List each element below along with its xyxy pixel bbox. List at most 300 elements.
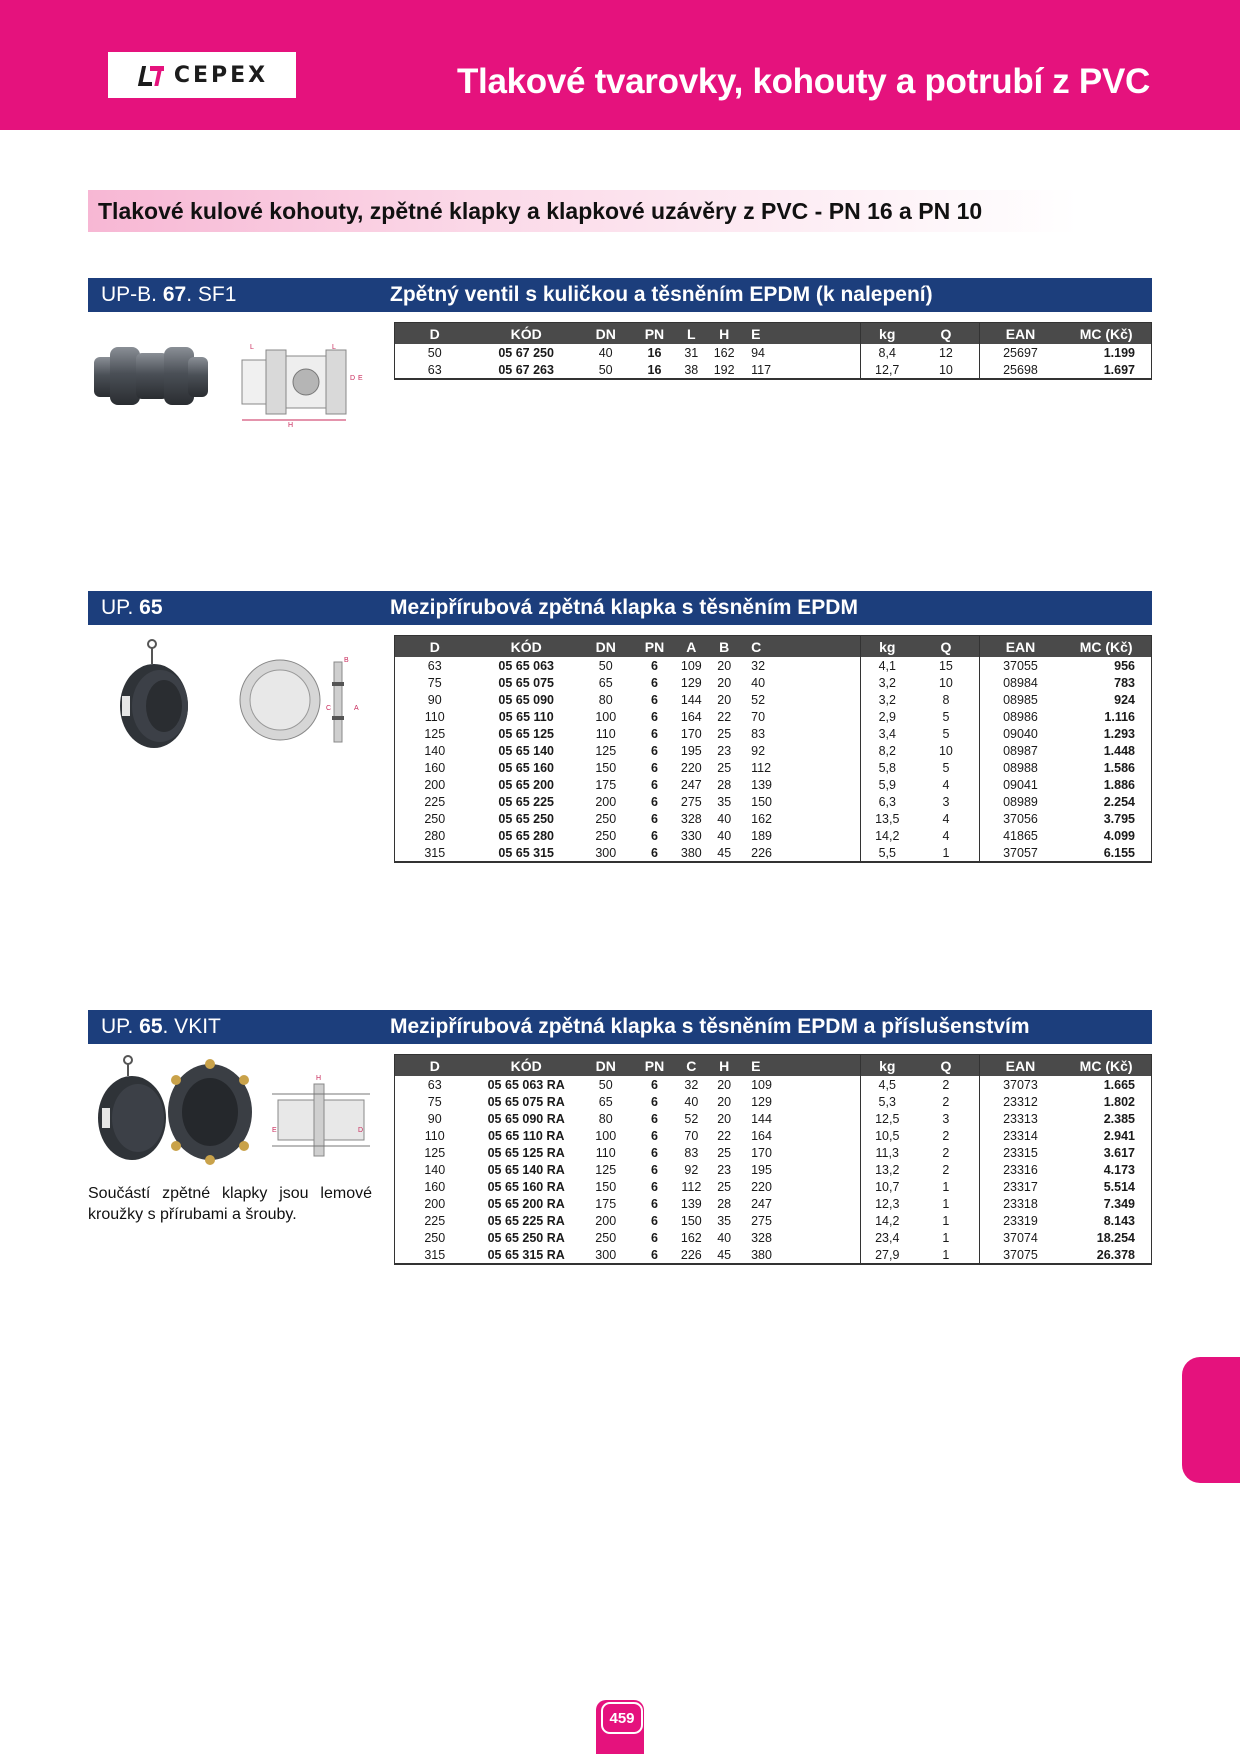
table-cell: 75 [427, 1094, 442, 1109]
table-cell: 1 [942, 1247, 950, 1262]
table-cell: 92 [684, 1162, 699, 1177]
table-cell: 1.448 [1103, 743, 1135, 758]
table-cell: 05 65 125 RA [487, 1145, 565, 1160]
table-cell: 37075 [979, 1246, 1061, 1264]
table-cell: 13,2 [861, 1161, 913, 1178]
table-row [395, 691, 1152, 708]
table-cell: 37073 [979, 1076, 1061, 1093]
table-cell: 12,5 [861, 1110, 913, 1127]
table-cell: 328 [751, 1230, 772, 1245]
table-cell: 5 [942, 709, 950, 724]
column-header: PN [634, 323, 676, 345]
column-header: EAN [979, 1055, 1061, 1077]
table-cell: 22 [717, 1128, 732, 1143]
table-cell: 129 [751, 1094, 772, 1109]
column-header: Q [913, 1055, 979, 1077]
table-cell: 783 [1114, 675, 1135, 690]
table-cell: 90 [427, 1111, 442, 1126]
table-cell: 164 [680, 709, 702, 724]
table-cell: 150 [595, 760, 617, 775]
table-cell: 162 [751, 811, 772, 826]
table-cell: 37074 [979, 1229, 1061, 1246]
table-cell: 150 [680, 1213, 702, 1228]
wafer-check-valve-kit-diagram [270, 1070, 374, 1170]
table-cell: 05 65 140 RA [487, 1162, 565, 1177]
table-cell: 15 [938, 658, 953, 673]
table-row [395, 1110, 1152, 1127]
column-header: B [707, 636, 741, 658]
table-row: 63 05 67 263 50 16 38 192 117 12,7 10 25698 1.697 [395, 361, 1152, 379]
table-cell: 40 [717, 828, 732, 843]
table-cell: 8.143 [1103, 1213, 1135, 1228]
table-row [395, 725, 1152, 742]
table-row [395, 810, 1152, 827]
table-cell: 05 65 250 [498, 811, 554, 826]
table-cell: 140 [424, 743, 446, 758]
table-cell: 05 65 110 [498, 709, 554, 724]
table-cell: 200 [595, 794, 617, 809]
table-cell: 2 [942, 1145, 950, 1160]
table-cell: 35 [717, 1213, 732, 1228]
table-cell: 32 [684, 1077, 699, 1092]
brand-name: CEPEX [173, 62, 269, 88]
table-cell: 05 65 110 RA [487, 1128, 565, 1143]
table-cell: 05 65 063 [498, 658, 554, 673]
table-cell: 63 [427, 658, 442, 673]
cepex-logo [108, 52, 296, 98]
table-cell: 05 65 315 [498, 845, 554, 860]
table-cell: 112 [681, 1179, 702, 1194]
column-header: KÓD [475, 1055, 578, 1077]
table-cell: 4 [942, 811, 950, 826]
product-name: Mezipřírubová zpětná klapka s těsněním EPDM [390, 596, 858, 619]
table-cell: 5,5 [861, 844, 913, 862]
table-row [395, 657, 1152, 674]
table-cell: 52 [751, 692, 766, 707]
table-cell: 247 [680, 777, 702, 792]
table-cell: 2.385 [1103, 1111, 1135, 1126]
table-cell: 05 65 225 [498, 794, 554, 809]
table-cell: 144 [751, 1111, 772, 1126]
table-cell: 144 [680, 692, 702, 707]
product-name: Zpětný ventil s kuličkou a těsněním EPDM (k nalepení) [390, 283, 933, 306]
table-cell: 195 [751, 1162, 772, 1177]
spec-table-3 [394, 1054, 1152, 1265]
column-header: EAN [979, 636, 1061, 658]
column-header: kg [861, 1055, 913, 1077]
column-header: DN [578, 636, 634, 658]
wafer-check-valve-kit-photo [92, 1054, 262, 1166]
table-cell: 110 [424, 1128, 445, 1143]
table-cell: 6 [651, 794, 658, 809]
table-cell: 2.254 [1103, 794, 1135, 809]
table-cell: 250 [595, 811, 617, 826]
table-cell: 5 [942, 726, 950, 741]
table-cell: 380 [680, 845, 702, 860]
table-cell: 3,2 [861, 674, 913, 691]
column-header: L [675, 323, 707, 345]
table-cell: 3,2 [861, 691, 913, 708]
table-cell: 6 [651, 1196, 658, 1211]
table-cell: 23319 [979, 1212, 1061, 1229]
table-cell: 300 [595, 1247, 617, 1262]
table-cell: 6 [651, 1247, 658, 1262]
table-cell: 220 [680, 760, 702, 775]
dimension-label: L [332, 344, 336, 351]
table-cell: 45 [717, 1247, 732, 1262]
table-row [395, 793, 1152, 810]
table-row [395, 844, 1152, 862]
table-cell: 28 [717, 1196, 732, 1211]
spec-table-1 [394, 322, 1152, 380]
table-cell: 70 [684, 1128, 699, 1143]
table-cell: 10,7 [861, 1178, 913, 1195]
table-cell: 6 [651, 1111, 658, 1126]
column-header: kg [861, 323, 913, 345]
table-cell: 20 [717, 1077, 732, 1092]
product-code: UP-B. 67. SF1 [101, 283, 237, 306]
table-cell: 139 [751, 777, 772, 792]
column-header: MC (Kč) [1061, 1055, 1151, 1077]
table-cell: 175 [595, 777, 617, 792]
table-cell: 226 [680, 1247, 702, 1262]
table-cell: 220 [751, 1179, 772, 1194]
table-cell: 05 65 200 RA [487, 1196, 565, 1211]
table-cell: 83 [684, 1145, 699, 1160]
table-cell: 3.795 [1103, 811, 1135, 826]
column-header: A [675, 636, 707, 658]
table-cell: 70 [751, 709, 766, 724]
table-cell: 23314 [979, 1127, 1061, 1144]
spec-table-2 [394, 635, 1152, 863]
table-cell: 200 [424, 1196, 446, 1211]
table-cell: 09040 [979, 725, 1061, 742]
table-cell: 37057 [979, 844, 1061, 862]
table-cell: 330 [680, 828, 702, 843]
table-cell: 6 [651, 658, 658, 673]
table-cell: 75 [427, 675, 442, 690]
table-row [395, 1093, 1152, 1110]
table-cell: 2,9 [861, 708, 913, 725]
table-cell: 50 [598, 658, 613, 673]
table-cell: 25 [717, 726, 732, 741]
dimension-label: H [288, 422, 294, 428]
table-cell: 52 [684, 1111, 699, 1126]
column-header: Q [913, 323, 979, 345]
wafer-check-valve-diagram [236, 652, 366, 752]
table-cell: 125 [424, 1145, 446, 1160]
table-cell: 2 [942, 1162, 950, 1177]
table-cell: 4.099 [1103, 828, 1135, 843]
table-cell: 110 [595, 726, 616, 741]
table-cell: 37056 [979, 810, 1061, 827]
table-cell: 6 [651, 1145, 658, 1160]
table-cell: 160 [424, 760, 446, 775]
table-cell: 08989 [979, 793, 1061, 810]
table-cell: 6 [651, 1179, 658, 1194]
wafer-check-valve-photo [112, 638, 208, 754]
table-row [395, 1076, 1152, 1093]
table-cell: 6 [651, 1094, 658, 1109]
column-header: H [707, 323, 741, 345]
table-cell: 956 [1114, 658, 1135, 673]
table-cell: 315 [424, 845, 446, 860]
table-cell: 110 [595, 1145, 616, 1160]
table-cell: 08985 [979, 691, 1061, 708]
table-cell: 05 65 140 [498, 743, 554, 758]
table-cell: 09041 [979, 776, 1061, 793]
table-cell: 40 [684, 1094, 699, 1109]
section-title: Tlakové kulové kohouty, zpětné klapky a klapkové uzávěry z PVC - PN 16 a PN 10 [98, 197, 983, 224]
table-cell: 05 65 125 [498, 726, 554, 741]
column-header: EAN [979, 323, 1061, 345]
ball-check-valve-photo [92, 335, 210, 415]
table-cell: 5,9 [861, 776, 913, 793]
dimension-label: D [350, 375, 356, 382]
section-banner [88, 190, 1078, 232]
table-cell: 20 [717, 692, 732, 707]
table-cell: 6 [651, 726, 658, 741]
column-header: KÓD [475, 636, 578, 658]
dimension-label: B [344, 657, 349, 664]
table-cell: 125 [595, 1162, 617, 1177]
table-cell: 129 [680, 675, 702, 690]
table-cell: 05 65 200 [498, 777, 554, 792]
table-cell: 6 [651, 845, 658, 860]
table-cell: 05 65 160 RA [487, 1179, 565, 1194]
table-row [395, 674, 1152, 691]
column-header: E [741, 323, 861, 345]
section-side-tab [1182, 1357, 1240, 1483]
table-cell: 4,1 [861, 657, 913, 674]
dimension-label: L [250, 344, 254, 351]
table-cell: 6 [651, 709, 658, 724]
table-cell: 65 [598, 675, 613, 690]
column-header: MC (Kč) [1061, 636, 1151, 658]
table-cell: 10,5 [861, 1127, 913, 1144]
table-row [395, 1229, 1152, 1246]
column-header: DN [578, 323, 634, 345]
table-cell: 63 [427, 1077, 442, 1092]
table-cell: 170 [751, 1145, 772, 1160]
ball-check-valve-diagram [236, 340, 366, 428]
product-code: UP. 65 [101, 596, 163, 619]
table-cell: 23,4 [861, 1229, 913, 1246]
table-cell: 35 [717, 794, 732, 809]
table-cell: 189 [751, 828, 772, 843]
column-header: C [741, 636, 861, 658]
table-cell: 23 [717, 1162, 732, 1177]
table-row [395, 1195, 1152, 1212]
table-cell: 05 65 225 RA [487, 1213, 565, 1228]
table-row [395, 708, 1152, 725]
table-cell: 5,8 [861, 759, 913, 776]
dimension-label: D [358, 1127, 364, 1134]
table-cell: 3.617 [1103, 1145, 1135, 1160]
dimension-label: A [354, 705, 359, 712]
table-cell: 18.254 [1096, 1230, 1135, 1245]
table-cell: 2 [942, 1094, 950, 1109]
table-cell: 12,3 [861, 1195, 913, 1212]
table-row: 50 05 67 250 40 16 31 162 94 8,4 12 25697 1.199 [427, 345, 1135, 360]
table-row [395, 1161, 1152, 1178]
table-cell: 100 [595, 1128, 617, 1143]
table-cell: 1.665 [1103, 1077, 1135, 1092]
table-cell: 08984 [979, 674, 1061, 691]
table-cell: 140 [424, 1162, 446, 1177]
table-cell: 23312 [979, 1093, 1061, 1110]
dimension-label: C [326, 705, 332, 712]
table-cell: 250 [424, 811, 446, 826]
column-header: MC (Kč) [1061, 323, 1151, 345]
table-cell: 14,2 [861, 827, 913, 844]
product-code: UP. 65. VKIT [101, 1015, 221, 1038]
table-cell: 28 [717, 777, 732, 792]
table-cell: 4 [942, 777, 950, 792]
dimension-label: H [316, 1075, 322, 1082]
column-header: Q [913, 636, 979, 658]
dimension-label: E [272, 1127, 277, 1134]
table-row [395, 1246, 1152, 1264]
table-cell: 40 [717, 811, 732, 826]
column-header: H [707, 1055, 741, 1077]
table-cell: 23313 [979, 1110, 1061, 1127]
table-cell: 4,5 [861, 1076, 913, 1093]
table-cell: 50 [598, 1077, 613, 1092]
table-cell: 6 [651, 1162, 658, 1177]
table-cell: 200 [595, 1213, 617, 1228]
table-cell: 2 [942, 1128, 950, 1143]
table-cell: 25 [717, 760, 732, 775]
table-cell: 20 [717, 675, 732, 690]
table-cell: 05 65 250 RA [487, 1230, 565, 1245]
cepex-logo-mark-icon [136, 62, 166, 88]
table-cell: 14,2 [861, 1212, 913, 1229]
table-row [395, 1144, 1152, 1161]
table-cell: 90 [427, 692, 442, 707]
table-cell: 08988 [979, 759, 1061, 776]
table-cell: 200 [424, 777, 446, 792]
table-row [395, 827, 1152, 844]
table-cell: 6 [651, 811, 658, 826]
page-number: 459 [601, 1702, 643, 1734]
table-row [395, 776, 1152, 793]
product-bar-3 [88, 1010, 1152, 1044]
column-header: KÓD [474, 323, 577, 345]
table-cell: 150 [751, 794, 772, 809]
table-cell: 924 [1114, 692, 1135, 707]
table-cell: 6 [651, 828, 658, 843]
table-cell: 328 [680, 811, 702, 826]
table-cell: 20 [717, 1111, 732, 1126]
table-cell: 6.155 [1103, 845, 1135, 860]
table-cell: 160 [424, 1179, 446, 1194]
table-cell: 6 [651, 760, 658, 775]
table-cell: 1 [942, 845, 950, 860]
table-cell: 1 [942, 1230, 950, 1245]
table-cell: 4 [942, 828, 950, 843]
table-cell: 11,3 [861, 1144, 913, 1161]
table-cell: 05 65 075 [498, 675, 554, 690]
table-cell: 41865 [979, 827, 1061, 844]
table-row [395, 1212, 1152, 1229]
table-cell: 170 [680, 726, 702, 741]
table-cell: 109 [751, 1077, 772, 1092]
table-cell: 08987 [979, 742, 1061, 759]
table-cell: 13,5 [861, 810, 913, 827]
column-header: PN [634, 636, 676, 658]
table-cell: 45 [717, 845, 732, 860]
table-cell: 92 [751, 743, 766, 758]
table-cell: 23315 [979, 1144, 1061, 1161]
table-cell: 1.586 [1103, 760, 1135, 775]
table-cell: 162 [680, 1230, 702, 1245]
table-cell: 250 [424, 1230, 446, 1245]
table-cell: 20 [717, 658, 732, 673]
table-cell: 23318 [979, 1195, 1061, 1212]
table-cell: 32 [751, 658, 766, 673]
table-cell: 25 [717, 1145, 732, 1160]
table-cell: 280 [424, 828, 446, 843]
table-cell: 08986 [979, 708, 1061, 725]
table-cell: 8,2 [861, 742, 913, 759]
table-cell: 164 [751, 1128, 772, 1143]
table-cell: 10 [938, 743, 953, 758]
table-cell: 139 [680, 1196, 702, 1211]
product-name: Mezipřírubová zpětná klapka s těsněním EPDM a příslušenstvím [390, 1015, 1030, 1038]
table-cell: 250 [595, 1230, 617, 1245]
table-cell: 1 [942, 1213, 950, 1228]
table-cell: 20 [717, 1094, 732, 1109]
table-cell: 1.886 [1103, 777, 1135, 792]
table-cell: 247 [751, 1196, 772, 1211]
table-cell: 1.293 [1103, 726, 1135, 741]
table-cell: 175 [595, 1196, 617, 1211]
table-cell: 380 [751, 1247, 772, 1262]
table-cell: 40 [751, 675, 766, 690]
table-cell: 05 65 063 RA [487, 1077, 565, 1092]
table-cell: 8 [942, 692, 950, 707]
table-cell: 05 65 160 [498, 760, 554, 775]
table-cell: 80 [598, 1111, 613, 1126]
table-cell: 3,4 [861, 725, 913, 742]
table-cell: 25 [717, 1179, 732, 1194]
table-cell: 195 [680, 743, 702, 758]
table-cell: 6 [651, 777, 658, 792]
table-cell: 05 65 090 [498, 692, 554, 707]
table-cell: 100 [595, 709, 617, 724]
table-cell: 125 [595, 743, 617, 758]
table-cell: 275 [680, 794, 702, 809]
table-cell: 5 [942, 760, 950, 775]
table-cell: 1.802 [1103, 1094, 1135, 1109]
table-cell: 05 65 090 RA [487, 1111, 565, 1126]
table-cell: 250 [595, 828, 617, 843]
table-cell: 226 [751, 845, 772, 860]
table-cell: 6,3 [861, 793, 913, 810]
table-cell: 22 [717, 709, 732, 724]
table-cell: 1.116 [1104, 709, 1135, 724]
column-header: D [395, 1055, 475, 1077]
table-cell: 23316 [979, 1161, 1061, 1178]
column-header: D [395, 323, 475, 345]
table-cell: 275 [751, 1213, 772, 1228]
table-cell: 2 [942, 1077, 950, 1092]
table-cell: 83 [751, 726, 766, 741]
table-cell: 23 [717, 743, 732, 758]
table-cell: 109 [680, 658, 702, 673]
column-header: DN [578, 1055, 634, 1077]
